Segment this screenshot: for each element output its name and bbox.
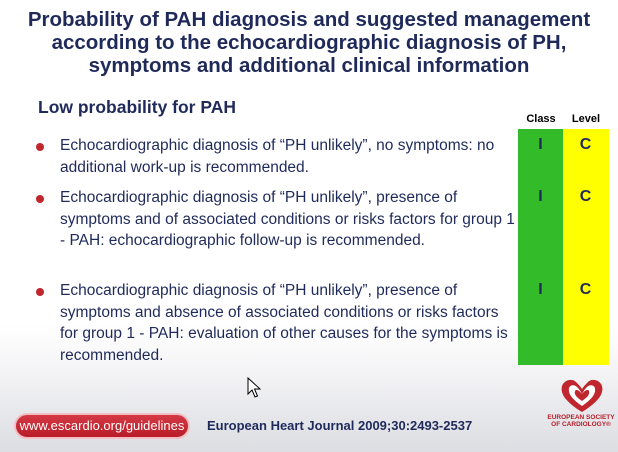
section-subheading: Low probability for PAH — [38, 97, 237, 117]
recommendation-text: Echocardiographic diagnosis of “PH unlikely”, no symptoms: no additional work-up is recommended. — [60, 137, 495, 176]
bullet-icon — [36, 143, 44, 151]
recommendation-level: C — [579, 188, 592, 205]
recommendation-level: C — [579, 136, 592, 153]
esc-heart-logo-icon — [556, 376, 608, 416]
level-column-header: Level — [571, 113, 601, 125]
recommendation-text: Echocardiographic diagnosis of “PH unlikely”, presence of symptoms and of associated conditions or risks factors for group 1 - PAH: echocardiographic follow-up is recommended. — [60, 189, 515, 249]
guidelines-link[interactable]: www.escardio.org/guidelines — [14, 413, 190, 439]
esc-logo-text: EUROPEAN SOCIETY OF CARDIOLOGY® — [547, 414, 615, 429]
level-column-bar — [563, 129, 609, 365]
recommendation-text: Echocardiographic diagnosis of “PH unlikely”, presence of symptoms and absence of associated conditions or risks factors for group 1 - PAH: evaluation of other causes for the symptoms is recommended. — [60, 282, 508, 364]
mouse-pointer-icon — [247, 377, 261, 399]
journal-citation: European Heart Journal 2009;30:2493-2537 — [207, 418, 473, 433]
recommendation-class: I — [538, 188, 543, 205]
bullet-icon — [36, 288, 44, 296]
class-column-bar — [518, 129, 563, 365]
slide-title: Probability of PAH diagnosis and suggested management according to the echocardiographic diagnosis of PH, symptoms and additional clinical information — [27, 8, 591, 77]
class-column-header: Class — [526, 113, 556, 125]
recommendation-class: I — [538, 136, 543, 153]
bullet-icon — [36, 195, 44, 203]
recommendation-class: I — [538, 281, 543, 298]
recommendation-level: C — [579, 281, 592, 298]
